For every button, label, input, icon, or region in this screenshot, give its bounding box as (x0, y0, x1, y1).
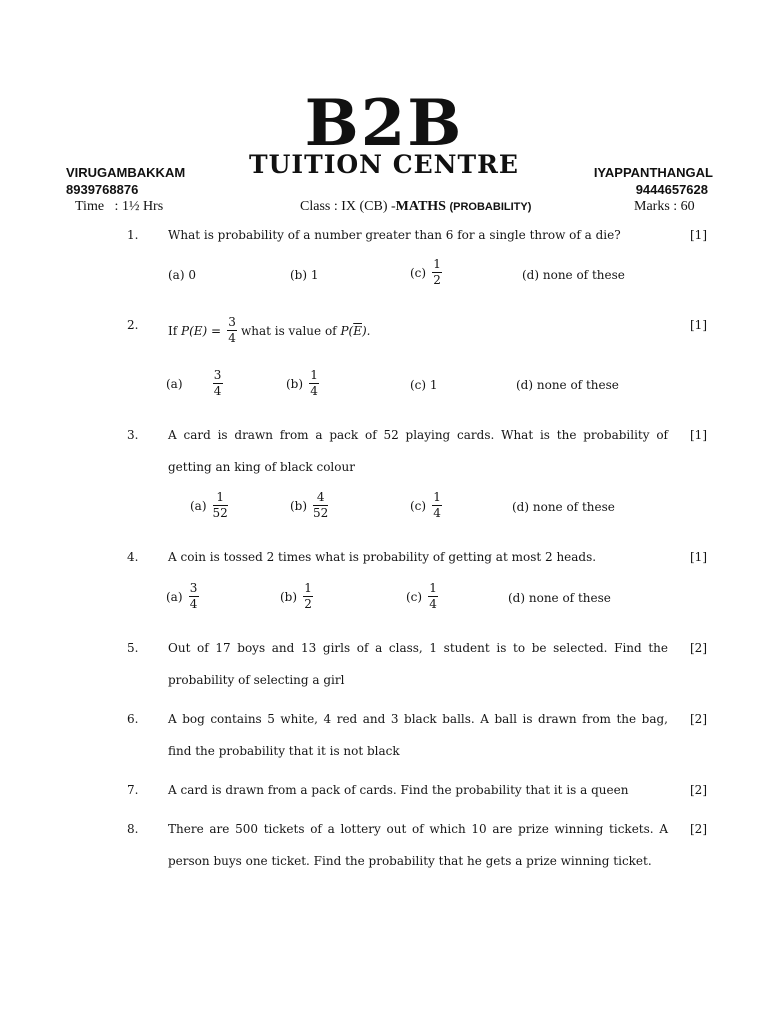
question-text-line-1: Out of 17 boys and 13 girls of a class, 1 student is to be selected. Find the (168, 641, 668, 655)
question-text: If P(E) = $\frac{3}{4}$ what is value of P( $\overline{E}$ ). (168, 315, 371, 345)
fraction: $\frac{3}{4}$ (213, 368, 222, 398)
option-a: (a) $\frac{1}{52}$ (190, 490, 228, 520)
centre-name: TUITION CENTRE (249, 150, 519, 179)
question-number: 7. (127, 783, 139, 797)
right-place: IYAPPANTHANGAL (593, 165, 713, 180)
question-number: 4. (127, 550, 139, 564)
question-text: What is probability of a number greater than 6 for a single throw of a die? (168, 228, 621, 242)
question-text-line-2: find the probability that it is not black (168, 744, 400, 758)
fraction: $\frac{1}{52}$ (212, 490, 228, 520)
question-marks: [1] (690, 428, 707, 442)
fraction: $\frac{1}{4}$ (429, 581, 437, 611)
fraction: $\frac{3}{4}$ (228, 315, 236, 345)
option-a: (a) 0 (168, 268, 196, 282)
question-marks: [2] (690, 822, 707, 836)
option-a: (a) $\frac{3}{4}$ (166, 368, 222, 398)
left-phone: 8939768876 (66, 182, 139, 197)
question-marks: [2] (690, 783, 707, 797)
fraction: $\frac{1}{4}$ (310, 368, 318, 398)
question-number: 5. (127, 641, 139, 655)
question-text: A coin is tossed 2 times what is probability of getting at most 2 heads. (168, 550, 597, 564)
option-d: (d) none of these (512, 500, 615, 514)
option-c: (c) $\frac{1}{2}$ (410, 257, 441, 287)
option-c: (c) $\frac{1}{4}$ (410, 490, 441, 520)
right-phone: 9444657628 (635, 182, 708, 197)
question-number: 8. (127, 822, 139, 836)
question-text-line-2: person buys one ticket. Find the probability that he gets a prize winning ticket. (168, 854, 652, 868)
option-b: (b) 1 (290, 268, 319, 282)
question-marks: [1] (690, 228, 707, 242)
class-label: Class : IX (CB) - (300, 199, 396, 214)
question-text-line-1: A card is drawn from a pack of 52 playing cards. What is the probability of (168, 428, 668, 442)
logo: B2B (304, 86, 464, 161)
option-d: (d) none of these (516, 378, 619, 392)
question-number: 1. (127, 228, 139, 242)
fraction: $\frac{1}{4}$ (433, 490, 441, 520)
question-text-line-1: There are 500 tickets of a lottery out of which 10 are prize winning tickets. A (168, 822, 668, 836)
fraction: $\frac{3}{4}$ (189, 581, 198, 611)
question-text-line-2: getting an king of black colour (168, 460, 355, 474)
subject: MATHS (395, 199, 446, 214)
option-b: (b) $\frac{4}{52}$ (290, 490, 329, 520)
option-d: (d) none of these (522, 268, 625, 282)
question-marks: [1] (690, 550, 707, 564)
exam-time: Time : 1½ Hrs (75, 199, 164, 214)
fraction: $\frac{1}{2}$ (304, 581, 312, 611)
class-subject (300, 199, 531, 215)
fraction: $\frac{4}{52}$ (313, 490, 329, 520)
option-c: (c) $\frac{1}{4}$ (406, 581, 437, 611)
question-number: 2. (127, 318, 139, 332)
question-marks: [2] (690, 641, 707, 655)
question-text-line-1: A bog contains 5 white, 4 red and 3 black balls. A ball is drawn from the bag, (168, 712, 668, 726)
question-marks: [2] (690, 712, 707, 726)
question-marks: [1] (690, 318, 707, 332)
total-marks: Marks : 60 (634, 199, 695, 214)
option-b: (b) $\frac{1}{2}$ (280, 581, 312, 611)
option-a: (a) $\frac{3}{4}$ (166, 581, 198, 611)
left-place: VIRUGAMBAKKAM (66, 165, 186, 180)
option-d: (d) none of these (508, 591, 611, 605)
topic: (PROBABILITY) (449, 201, 532, 213)
question-text-line-2: probability of selecting a girl (168, 673, 345, 687)
question-number: 6. (127, 712, 139, 726)
option-c: (c) 1 (410, 378, 438, 392)
option-b: (b) $\frac{1}{4}$ (286, 368, 318, 398)
question-text: A card is drawn from a pack of cards. Find the probability that it is a queen (168, 783, 629, 797)
fraction: $\frac{1}{2}$ (433, 257, 441, 287)
question-number: 3. (127, 428, 139, 442)
